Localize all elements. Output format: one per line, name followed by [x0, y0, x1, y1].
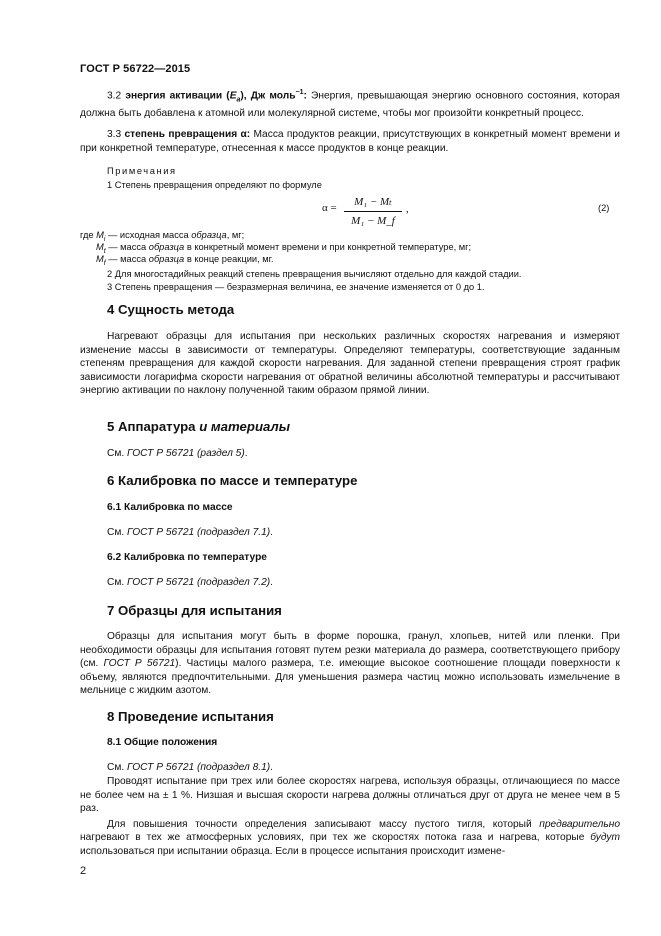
where-italic: образца [148, 254, 185, 264]
notes-heading: Примечания [107, 166, 177, 176]
formula-comma: , [406, 203, 409, 215]
definition-3-3 [80, 128, 620, 155]
ref-prefix: См. [107, 762, 128, 773]
section-7-ref: ГОСТ Р 56721 [103, 658, 176, 669]
where-sub: t [103, 247, 106, 255]
where-italic: образца [148, 242, 185, 252]
section-4-text: Нагревают образцы для испытания при нескольких различных скоростях нагревания и измеряют изменение массы в зависимости от температуры. Определяют температуры, соответствующие заданным степеням превращения для каждой скорости нагревания. Для заданной степени превращения строят график зависимости логарифма скорости нагревания от обратной величины абсолютной температуры и рассчитывают энергию активации по наклону полученной таким образом прямой линии. [80, 331, 620, 396]
def-term: степень превращения α: [124, 129, 251, 140]
formula-numerator: M₁ − Mₜ [354, 196, 392, 208]
section-8-body [80, 775, 620, 858]
equation-number: (2) [598, 203, 610, 213]
section-8-title: 8 Проведение испытания [107, 709, 274, 724]
section-5-title-italic: и материалы [199, 419, 290, 434]
section-7-text: Образцы для испытания могут быть в форме порошка, гранул, хлопьев, нитей или пленки. При необходимости образцы для испытания готовят путем резки материала до размера, соответствующего прибору (см. [80, 631, 620, 669]
section-5-title [107, 419, 290, 434]
section-6-1-ref [107, 527, 273, 538]
where-text: — исходная масса [105, 230, 192, 240]
where-text-end: в конкретный момент времени и при конкретной температуре, мг; [184, 242, 472, 252]
section-7-title: 7 Образцы для испытания [107, 603, 282, 618]
formula-lhs: α = [322, 202, 337, 214]
page-number: 2 [80, 865, 87, 877]
def-text: Масса продуктов реакции, присутствующих в конкретный момент времени и при конкретной температуре, отнесенная к массе продуктов в конце реакции. [80, 129, 620, 154]
def-term: энергия активации ( [125, 90, 230, 102]
section-6-2-title: 6.2 Калибровка по температуре [107, 552, 267, 563]
def-symbol-sub: a [236, 96, 241, 104]
para-italic: будут [590, 832, 620, 843]
para-italic: предварительно [539, 818, 620, 830]
section-8-1-ref [107, 762, 273, 773]
note-3: 3 Степень превращения — безразмерная величина, ее значение изменяется от 0 до 1. [107, 282, 485, 292]
definition-3-2 [80, 86, 620, 120]
def-symbol: E [229, 90, 237, 102]
where-prefix: где [80, 230, 97, 240]
def-text: Энергия, превышающая энергию основного состояния, которая должна быть добавлена к атомной или молекулярной системе, чтобы мог произойти конкретный процесс. [80, 90, 620, 119]
para-text: нагревают в тех же атмосферных условиях, при тех же скоростях потока газа и нагрева, которые [80, 832, 591, 843]
ref-link: ГОСТ Р 56721 (подраздел 7.1) [127, 527, 271, 538]
ref-link: ГОСТ Р 56721 (подраздел 8.1) [127, 762, 271, 773]
formula-2 [322, 194, 422, 230]
section-7-body [80, 630, 620, 698]
where-symbol: M [96, 230, 104, 240]
ref-link: ГОСТ Р 56721 (подраздел 7.2) [127, 577, 271, 588]
section-8-1-title: 8.1 Общие положения [107, 737, 218, 748]
ref-prefix: См. [107, 577, 128, 588]
formula-fraction [342, 194, 404, 229]
para-text: использоваться при испытании образца. Если в процессе испытания происходит измене- [80, 845, 506, 857]
ref-link: ГОСТ Р 56721 (раздел 5) [127, 448, 245, 459]
def-number: 3.2 [107, 90, 122, 102]
section-6-title: 6 Калибровка по массе и температуре [107, 473, 358, 488]
formula-denominator: M₁ − M_f [351, 215, 395, 227]
section-6-1-title: 6.1 Калибровка по массе [107, 502, 233, 513]
def-term-unit: ), Дж моль [240, 90, 296, 102]
ref-suffix: . [270, 527, 273, 538]
note-1: 1 Степень превращения определяют по формуле [107, 180, 322, 190]
note-2: 2 Для многостадийных реакций степень превращения вычисляют отдельно для каждой стадии. [107, 269, 522, 279]
ref-prefix: См. [107, 527, 128, 538]
section-8-para-2 [80, 818, 620, 859]
where-sub: i [103, 235, 106, 243]
where-sub: f [103, 259, 106, 267]
where-text-end: , мг; [226, 230, 245, 240]
para-text: Для повышения точности определения записывают массу пустого тигля, который [107, 818, 540, 830]
section-4-title: 4 Сущность метода [107, 302, 235, 317]
section-7-text-end: ). Частицы малого размера, т.е. имеющие высокое соотношение площади поверхности к объему, являются предпочтительными. Для уменьшения размера частиц можно использовать измельчение в мельнице с жидким азотом. [80, 658, 621, 696]
ref-prefix: См. [107, 448, 128, 459]
section-8-para-1: Проводят испытание при трех или более скоростях нагрева, используя образцы, отличающиеся по массе не более чем на ± 1 %. Низшая и высшая скорости нагрева должны отличаться друг от друга не менее чем в 5 раз. [80, 776, 620, 814]
section-4-body [80, 330, 620, 398]
ref-suffix: . [270, 762, 273, 773]
where-text: — масса [105, 254, 149, 264]
where-text-end: в конце реакции, мг. [184, 254, 274, 264]
ref-suffix: . [244, 448, 248, 459]
def-unit-sup: −1 [295, 89, 304, 96]
def-colon: : [303, 90, 307, 102]
where-text: — масса [105, 242, 149, 252]
section-5-title-text: 5 Аппаратура [107, 419, 200, 434]
def-number: 3.3 [107, 129, 122, 140]
standard-header: ГОСТ Р 56722—2015 [80, 63, 191, 75]
where-symbol: M [96, 254, 104, 264]
where-italic: образца [191, 230, 227, 240]
fraction-bar [344, 211, 402, 212]
section-6-2-ref [107, 577, 273, 588]
section-5-ref [107, 448, 248, 459]
where-symbol: M [96, 242, 104, 252]
ref-suffix: . [270, 577, 273, 588]
